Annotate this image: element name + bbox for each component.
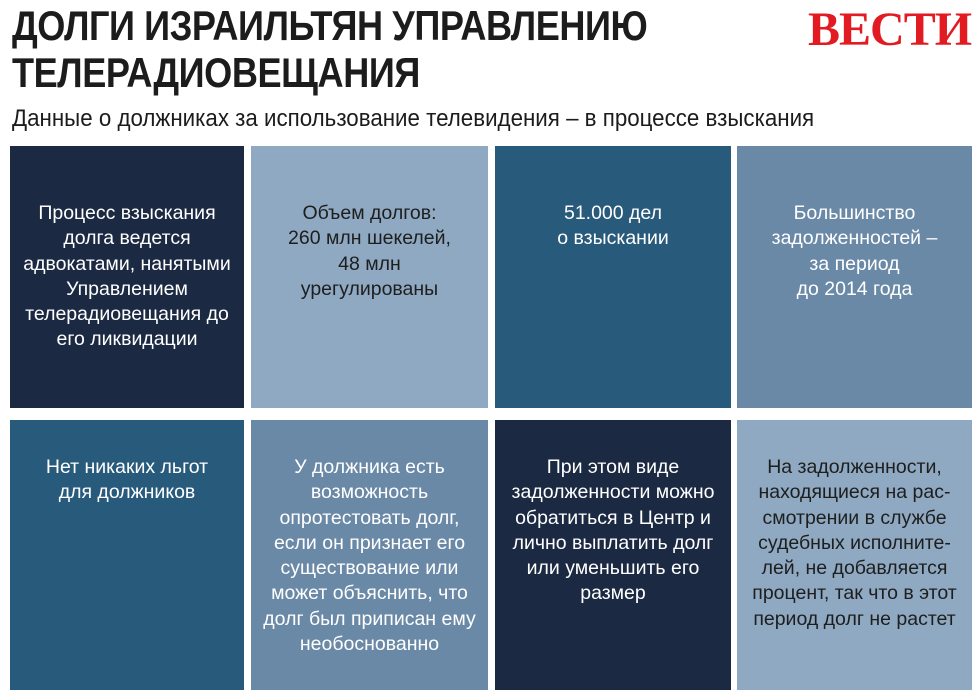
info-card-collection-process xyxy=(10,146,244,408)
vesti-logo: ВЕСТИ xyxy=(808,3,972,56)
info-card-text: Большинство задолженностей – за период до 2014 года xyxy=(771,202,938,300)
info-card-text: 51.000 дел о взыскании xyxy=(557,202,669,250)
info-card-text: При этом виде задолженности можно обратиться в Центр и лично выплатить долг или уменьшить его размер xyxy=(511,456,715,605)
page-subtitle: Данные о должниках за использование телевидения – в процессе взыскания xyxy=(12,105,815,132)
info-card-debt-period xyxy=(737,146,972,408)
info-card-no-benefits xyxy=(10,420,244,690)
info-card-debt-volume xyxy=(251,146,488,408)
title-line-1: ДОЛГИ ИЗРАИЛЬТЯН УПРАВЛЕНИЮ xyxy=(12,2,648,49)
info-card-text: Процесс взыскания долга ведется адвокатами, нанятыми Управлением телерадиовещания до его ликвидации xyxy=(23,202,231,351)
info-card-protest-option xyxy=(251,420,488,690)
info-card-pay-at-center xyxy=(495,420,731,690)
info-card-text: На задолженности, находящиеся на рас- смотрении в службе судебных исполните- лей, не добавляется процент, так что в этот период долг не растет xyxy=(752,456,957,630)
info-card-text: Нет никаких льгот для должников xyxy=(45,456,209,504)
info-card-text: Объем долгов: 260 млн шекелей, 48 млн урегулированы xyxy=(288,202,451,300)
info-card-no-interest xyxy=(737,420,972,690)
title-line-2: ТЕЛЕРАДИОВЕЩАНИЯ xyxy=(12,49,420,96)
info-card-case-count xyxy=(495,146,731,408)
info-card-text: У должника есть возможность опротестовать долг, если он признает его существование или может объяснить, что долг был приписан ему необоснованно xyxy=(263,456,476,656)
